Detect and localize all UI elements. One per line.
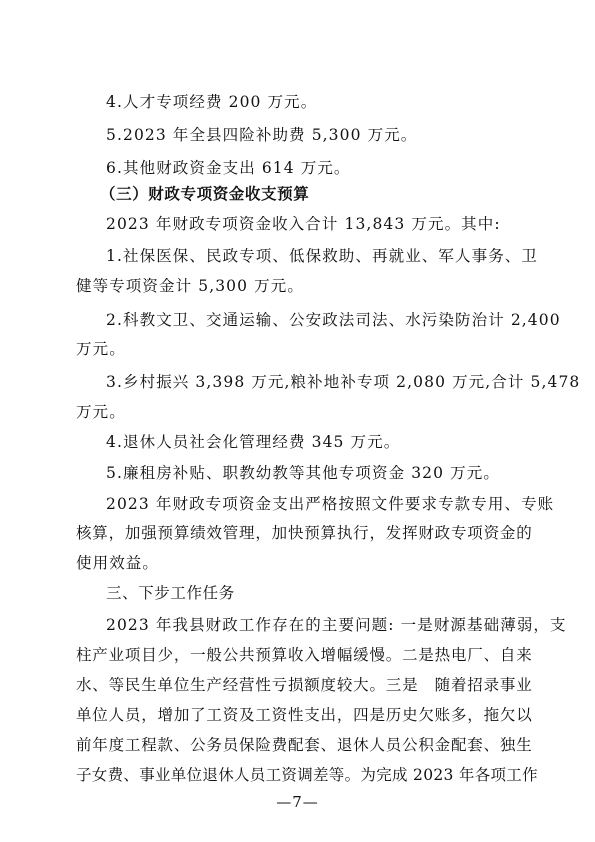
text-line: 6.其他财政资金支出 614 万元。 xyxy=(106,159,351,177)
text-line: 2023 年财政专项资金收入合计 13,843 万元。其中: xyxy=(106,215,501,233)
text-line: 核算，加强预算绩效管理，加快预算执行，发挥财政专项资金的 xyxy=(76,524,532,542)
text-line: 柱产业项目少，一般公共预算收入增幅缓慢。二是热电厂、自来 xyxy=(76,646,532,664)
text-line: 3.乡村振兴 3,398 万元,粮补地补专项 2,080 万元,合计 5,478 xyxy=(106,373,581,391)
text-line: 2.科教文卫、交通运输、公安政法司法、水污染防治计 2,400 xyxy=(106,311,561,329)
section-heading: 三、下步工作任务 xyxy=(106,584,235,602)
text-line: 健等专项资金计 5,300 万元。 xyxy=(76,277,304,295)
text-line: 2023 年我县财政工作存在的主要问题: 一是财源基础薄弱，支 xyxy=(106,616,567,634)
text-line: 5.2023 年全县四险补助费 5,300 万元。 xyxy=(106,126,418,144)
text-line: 前年度工程款、公务员保险费配套、退休人员公积金配套、独生 xyxy=(76,736,532,754)
text-line: 使用效益。 xyxy=(76,554,160,572)
text-line: 万元。 xyxy=(76,403,126,421)
page-number: —7— xyxy=(276,793,319,811)
text-line: 子女费、事业单位退休人员工资调差等。为完成 2023 年各项工作 xyxy=(76,766,538,784)
section-heading: （三）财政专项资金收支预算 xyxy=(100,185,310,203)
text-line: 单位人员，增加了工资及工资性支出，四是历史欠账多，拖欠以 xyxy=(76,706,532,724)
text-line: 4.人才专项经费 200 万元。 xyxy=(106,93,318,111)
text-line: 1.社保医保、民政专项、低保救助、再就业、军人事务、卫 xyxy=(106,247,538,265)
text-line: 水、等民生单位生产经营性亏损额度较大。三是 随着招录事业 xyxy=(76,676,532,694)
text-line: 4.退休人员社会化管理经费 345 万元。 xyxy=(106,433,401,451)
text-line: 万元。 xyxy=(76,340,126,358)
text-line: 2023 年财政专项资金支出严格按照文件要求专款专用、专账 xyxy=(106,495,555,513)
text-line: 5.廉租房补贴、职教幼教等其他专项资金 320 万元。 xyxy=(106,464,500,482)
